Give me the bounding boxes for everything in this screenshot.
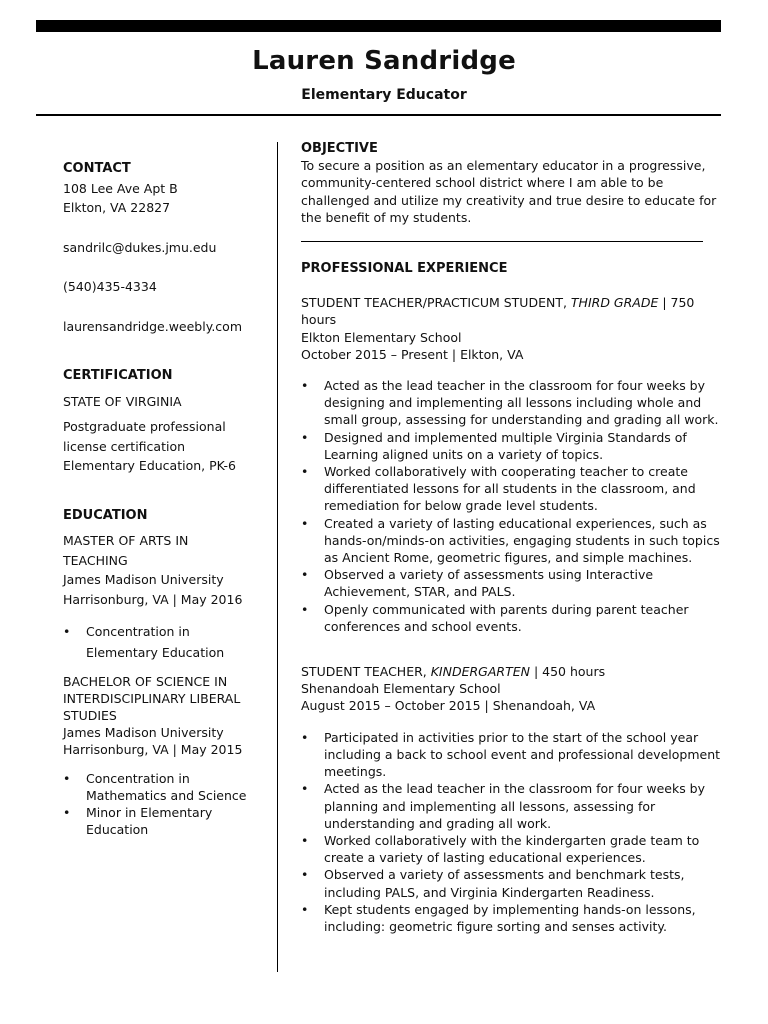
degree-1-line-2: TEACHING bbox=[63, 552, 128, 568]
list-item: • Acted as the lead teacher in the classroom for four weeks by designing and implementing all lessons including whole and small group, assessing for understanding and grading all work. bbox=[301, 377, 726, 429]
education-heading: EDUCATION bbox=[63, 507, 148, 523]
candidate-name: Lauren Sandridge bbox=[252, 46, 516, 76]
contact-section bbox=[63, 159, 263, 336]
job-2-dates: August 2015 – October 2015 | Shenandoah, VA bbox=[301, 698, 596, 714]
left-column bbox=[63, 159, 263, 838]
list-item: • Created a variety of lasting educational experiences, such as hands-on/minds-on activities, engaging students in such topics as Ancient Rome, geometric figures, and simple machines. bbox=[301, 515, 726, 567]
list-item: • Participated in activities prior to the start of the school year including a back to school event and professional development meetings. bbox=[301, 729, 726, 781]
contact-heading: CONTACT bbox=[63, 161, 131, 176]
list-item: • Minor in Elementary Education bbox=[63, 804, 263, 838]
certification-heading: CERTIFICATION bbox=[63, 368, 173, 383]
objective-heading: OBJECTIVE bbox=[301, 141, 378, 156]
list-item: • Worked collaboratively with cooperating teacher to create differentiated lessons for all students in the classroom, and remediation for below grade level students. bbox=[301, 463, 726, 515]
job-1-dates: October 2015 – Present | Elkton, VA bbox=[301, 346, 524, 362]
job-2-grade: KINDERGARTEN bbox=[430, 664, 530, 680]
job-1-bullets bbox=[301, 377, 726, 635]
address-line-2: Elkton, VA 22827 bbox=[63, 200, 171, 215]
job-1-hours: | 750 hours bbox=[301, 295, 695, 328]
candidate-role: Elementary Educator bbox=[301, 87, 467, 103]
list-item: • Worked collaboratively with the kindergarten grade team to create a variety of lasting educational experiences. bbox=[301, 832, 726, 866]
header-divider bbox=[36, 114, 721, 116]
degree-2-line-2: INTERDISCIPLINARY LIBERAL bbox=[63, 691, 241, 706]
degree-1-location: Harrisonburg, VA | May 2016 bbox=[63, 591, 243, 607]
right-column bbox=[301, 140, 726, 935]
job-1-position: STUDENT TEACHER/PRACTICUM STUDENT, bbox=[301, 295, 571, 311]
objective-section bbox=[301, 140, 726, 242]
job-2-position: STUDENT TEACHER, bbox=[301, 664, 431, 680]
job-2-school: Shenandoah Elementary School bbox=[301, 681, 501, 697]
degree-1-bullets bbox=[63, 621, 263, 663]
list-item: • Concentration in Mathematics and Science bbox=[63, 770, 263, 804]
phone-number[interactable]: (540)435-4334 bbox=[63, 279, 157, 294]
list-item: • Concentration in Elementary Education bbox=[63, 621, 263, 663]
degree-1-school: James Madison University bbox=[63, 572, 224, 587]
certification-line-1: Postgraduate professional bbox=[63, 419, 226, 434]
education-section bbox=[63, 506, 263, 839]
job-1-title bbox=[301, 294, 726, 328]
certification-section bbox=[63, 366, 263, 476]
column-divider bbox=[277, 142, 278, 972]
experience-section bbox=[301, 260, 726, 935]
list-item: • Observed a variety of assessments and benchmark tests, including PALS, and Virginia Kindergarten Readiness. bbox=[301, 866, 726, 900]
list-item: • Acted as the lead teacher in the classroom for four weeks by planning and implementing all lessons, assessing for understanding and grading all work. bbox=[301, 780, 726, 832]
job-2-bullets bbox=[301, 729, 726, 935]
degree-2-school: James Madison University bbox=[63, 725, 224, 740]
job-1-school: Elkton Elementary School bbox=[301, 329, 462, 345]
certification-state: STATE OF VIRGINIA bbox=[63, 393, 182, 409]
address-line-1: 108 Lee Ave Apt B bbox=[63, 180, 178, 196]
degree-2-line-3: STUDIES bbox=[63, 708, 117, 723]
top-rule bbox=[36, 20, 721, 32]
objective-text: To secure a position as an elementary educator in a progressive, community-centered school district where I am able to be challenged and utilize my creativity and true desire to educate for the benefit of my students. bbox=[301, 158, 717, 225]
list-item: • Kept students engaged by implementing hands-on lessons, including: geometric figure sorting and senses activity. bbox=[301, 901, 726, 935]
certification-line-2: license certification bbox=[63, 438, 186, 454]
degree-2-location: Harrisonburg, VA | May 2015 bbox=[63, 742, 243, 757]
experience-heading: PROFESSIONAL EXPERIENCE bbox=[301, 261, 508, 277]
list-item: • Observed a variety of assessments using Interactive Achievement, STAR, and PALS. bbox=[301, 566, 726, 600]
email-link[interactable]: sandrilc@dukes.jmu.edu bbox=[63, 239, 217, 255]
job-2-title bbox=[301, 663, 726, 680]
certification-line-3: Elementary Education, PK-6 bbox=[63, 458, 236, 473]
degree-2-bullets bbox=[63, 770, 263, 838]
job-1-grade: THIRD GRADE bbox=[570, 295, 659, 311]
website-link[interactable]: laurensandridge.weebly.com bbox=[63, 318, 243, 334]
job-2-hours: | 450 hours bbox=[529, 664, 606, 680]
list-item: • Openly communicated with parents during parent teacher conferences and school events. bbox=[301, 601, 726, 635]
list-item: • Designed and implemented multiple Virginia Standards of Learning aligned units on a variety of topics. bbox=[301, 429, 726, 463]
degree-1-line-1: MASTER OF ARTS IN bbox=[63, 533, 189, 548]
degree-2-line-1: BACHELOR OF SCIENCE IN bbox=[63, 674, 228, 689]
